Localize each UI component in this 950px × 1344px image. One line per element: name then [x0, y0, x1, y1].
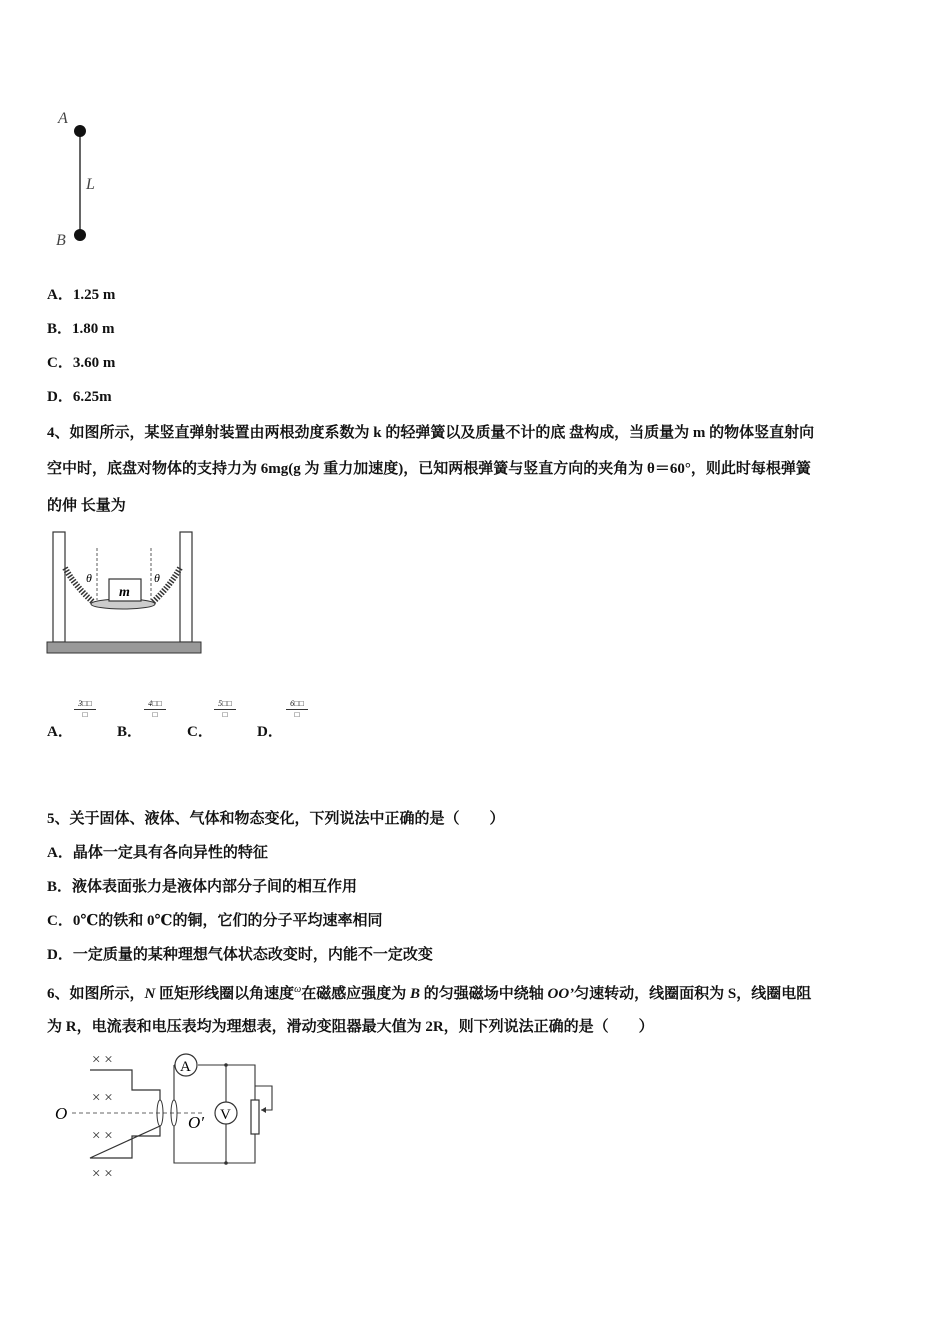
field-marks-upper: × × — [92, 1090, 113, 1106]
q4-stem-line2: 空中时，底盘对物体的支持力为 6mg(g 为 重力加速度)，已知两根弹簧与竖直方向的夹角为 θ＝60°，则此时每根弹簧 — [47, 461, 811, 477]
ammeter-label: A — [180, 1059, 191, 1075]
q4-option-a: A． — [47, 724, 73, 740]
q3-option-b: B．1.80 m — [47, 321, 115, 337]
q6-stem-line1 — [47, 980, 811, 1004]
q6-text: 匝矩形线圈以角速度 — [155, 986, 295, 1002]
q6-text: 6、如图所示， — [47, 986, 145, 1002]
fraction-denominator: □ — [152, 710, 158, 719]
figure-generator-circuit — [50, 1048, 290, 1183]
q4-option-a-fraction — [74, 699, 96, 720]
rheostat — [251, 1100, 259, 1134]
label-b: B — [56, 232, 66, 249]
q6-var-n: N — [144, 986, 156, 1002]
coil — [90, 1070, 160, 1158]
q5-option-c: C．0℃的铁和 0℃的铜，它们的分子平均速率相同 — [47, 913, 383, 929]
q4-stem-line3: 的伸 长量为 — [47, 498, 126, 514]
fraction-denominator: □ — [222, 710, 228, 719]
angle-right: θ — [154, 571, 160, 585]
label-l: L — [86, 176, 95, 193]
q6-var-axis: OO’ — [547, 986, 575, 1002]
base-plate — [47, 642, 201, 653]
figure-rod-ab — [50, 105, 110, 250]
q5-option-a: A．晶体一定具有各向异性的特征 — [47, 845, 268, 861]
fraction-numerator: 5□□ — [214, 699, 236, 710]
point-a — [74, 125, 86, 137]
field-marks-bottom: × × — [92, 1166, 113, 1182]
label-a: A — [58, 110, 68, 127]
voltmeter-label: V — [220, 1107, 231, 1123]
q5-option-d: D．一定质量的某种理想气体状态改变时，内能不一定改变 — [47, 947, 433, 963]
q6-stem-line2: 为 R，电流表和电压表均为理想表，滑动变阻器最大值为 2R，则下列说法正确的是（ ） — [47, 1019, 654, 1035]
q6-text: 在磁感应强度为 — [301, 986, 410, 1002]
fraction-numerator: 6□□ — [286, 699, 308, 710]
point-b — [74, 229, 86, 241]
q4-option-b-fraction — [144, 699, 166, 720]
fraction-denominator: □ — [294, 710, 300, 719]
q6-text: 匀速转动，线圈面积为 S，线圈电阻 — [574, 986, 812, 1002]
q3-option-c: C．3.60 m — [47, 355, 116, 371]
fraction-numerator: 4□□ — [144, 699, 166, 710]
q5-stem: 5、关于固体、液体、气体和物态变化，下列说法中正确的是（ ） — [47, 811, 505, 827]
fraction-denominator: □ — [82, 710, 88, 719]
q4-option-b: B． — [117, 724, 143, 740]
q6-text: 的匀强磁场中绕轴 — [419, 986, 548, 1002]
angle-left: θ — [86, 571, 92, 585]
q6-var-b: B — [409, 986, 420, 1002]
q4-option-c: C． — [187, 724, 213, 740]
label-o: O — [55, 1104, 68, 1123]
mass-label: m — [119, 585, 130, 600]
q3-option-a: A．1.25 m — [47, 287, 116, 303]
label-o-prime: O′ — [188, 1113, 204, 1132]
q4-option-d: D． — [257, 724, 283, 740]
q4-stem-line1: 4、如图所示，某竖直弹射装置由两根劲度系数为 k 的轻弹簧以及质量不计的底 盘构成，当质量为 m 的物体竖直射向 — [47, 425, 815, 441]
figure-spring-launcher — [45, 530, 205, 658]
q4-option-d-fraction — [286, 699, 308, 720]
field-marks-top: × × — [92, 1052, 113, 1068]
q5-option-b: B．液体表面张力是液体内部分子间的相互作用 — [47, 879, 358, 895]
q4-option-c-fraction — [214, 699, 236, 720]
q3-option-d: D．6.25m — [47, 389, 112, 405]
field-marks-lower: × × — [92, 1128, 113, 1144]
fraction-numerator: 3□□ — [74, 699, 96, 710]
q6-var-omega: ω — [294, 984, 302, 995]
